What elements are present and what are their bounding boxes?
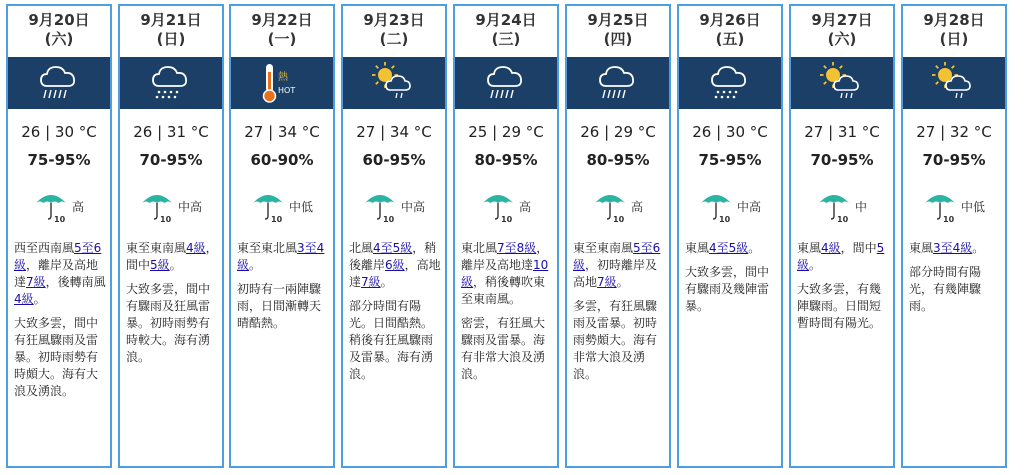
uv-index [343, 188, 445, 224]
weather-icon [256, 60, 308, 106]
wind-text: ，離岸及高地達 [14, 258, 99, 289]
uv-level-label: 高 [518, 199, 531, 214]
sun-cloud-rain-icon [368, 60, 420, 106]
svg-text:10: 10 [382, 215, 395, 223]
humidity-range: 80-95% [474, 151, 538, 169]
weather-icon [368, 60, 420, 106]
humidity-range: 60-95% [362, 151, 426, 169]
wind-force-link[interactable]: 7至8級 [497, 241, 537, 255]
weather-icon-band [343, 57, 445, 109]
hot-cn-label: 熱 [278, 72, 288, 83]
uv-index [567, 188, 669, 224]
uv-index [120, 188, 222, 224]
weather-description: 大致多雲，有幾陣驟雨。日間短暫時間有陽光。 [797, 282, 882, 330]
uv-level-label: 高 [71, 199, 84, 214]
wind-text: 東北風 [461, 241, 498, 255]
weather-description: 初時有一兩陣驟雨，日間漸轉天晴酷熱。 [237, 282, 322, 330]
wind-force-link[interactable]: 3至4級 [933, 241, 973, 255]
svg-text:10: 10 [718, 215, 731, 223]
wind-text: 。 [972, 241, 985, 255]
svg-text:10: 10 [612, 215, 625, 223]
temperature-range: 26 | 30 °C [692, 123, 768, 141]
wind-forecast [14, 240, 106, 400]
uv-umbrella-icon [923, 189, 957, 223]
wind-forecast [461, 240, 553, 383]
svg-text:10: 10 [942, 215, 955, 223]
wind-force-link[interactable]: 7級 [361, 275, 381, 289]
uv-umbrella-icon [481, 189, 515, 223]
uv-level-label: 中高 [400, 199, 425, 214]
forecast-day-card [453, 4, 559, 468]
temperature-range: 25 | 29 °C [468, 123, 544, 141]
wind-forecast [797, 240, 889, 332]
wind-force-link[interactable]: 5級 [150, 258, 170, 272]
uv-umbrella-icon [699, 189, 733, 223]
wind-force-link[interactable]: 10級 [461, 258, 549, 289]
wind-description [909, 240, 1001, 257]
uv-level-label: 中低 [288, 199, 313, 214]
svg-text:10: 10 [53, 215, 66, 223]
wind-text: 北風 [349, 241, 374, 255]
uv-umbrella-icon [363, 189, 397, 223]
temperature-range: 26 | 29 °C [580, 123, 656, 141]
wind-text: 東風 [909, 241, 934, 255]
wind-text: 西至西南風 [14, 241, 75, 255]
wind-text: 。 [748, 241, 761, 255]
temperature-range: 26 | 31 °C [133, 123, 209, 141]
wind-text: 。 [249, 258, 262, 272]
weather-icon-band [903, 57, 1005, 109]
rain-icon [480, 60, 532, 106]
humidity-range: 60-90% [250, 151, 314, 169]
svg-text:10: 10 [159, 215, 172, 223]
forecast-date: 9月26日 [699, 11, 761, 29]
uv-umbrella-icon [593, 189, 627, 223]
forecast-day-card [565, 4, 671, 468]
wind-text: ，高地達 [349, 258, 441, 289]
wind-forecast [685, 240, 777, 315]
humidity-range: 75-95% [698, 151, 762, 169]
uv-level-label: 中低 [960, 199, 985, 214]
wind-description [237, 240, 329, 274]
wind-description [14, 240, 106, 308]
wind-force-link[interactable]: 7級 [597, 275, 617, 289]
wind-force-link[interactable]: 7級 [26, 275, 46, 289]
uv-level-label: 中高 [736, 199, 761, 214]
wind-description [461, 240, 553, 308]
weather-description: 多雲，有狂風驟雨及雷暴。初時雨勢頗大。海有非常大浪及湧浪。 [573, 299, 658, 381]
wind-text: 。 [169, 258, 182, 272]
temperature-range: 27 | 31 °C [804, 123, 880, 141]
wind-text: ，初時離岸及高地 [573, 258, 658, 289]
forecast-weekday: (日) [939, 30, 969, 48]
temperature-range: 27 | 32 °C [916, 123, 992, 141]
wind-force-link[interactable]: 4至5級 [709, 241, 749, 255]
showers-icon [145, 60, 197, 106]
forecast-weekday: (六) [827, 30, 857, 48]
wind-description [349, 240, 441, 291]
wind-text: 東至東北風 [237, 241, 298, 255]
weather-icon [145, 60, 197, 106]
wind-force-link[interactable]: 4級 [821, 241, 841, 255]
svg-text:10: 10 [836, 215, 849, 223]
wind-force-link[interactable]: 3至4級 [237, 241, 325, 272]
uv-umbrella-icon [34, 189, 68, 223]
humidity-range: 80-95% [586, 151, 650, 169]
forecast-date: 9月23日 [363, 11, 425, 29]
wind-text: 。 [809, 258, 822, 272]
weather-description: 大致多雲，間中有驟雨及狂風雷暴。初時雨勢有時較大。海有湧浪。 [126, 282, 211, 364]
forecast-weekday: (二) [379, 30, 409, 48]
weather-icon [704, 60, 756, 106]
weather-icon-band [231, 57, 333, 109]
forecast-day-card [118, 4, 224, 468]
temperature-range: 27 | 34 °C [244, 123, 320, 141]
forecast-weekday: (一) [267, 30, 297, 48]
weather-description: 大致多雲，間中有驟雨及幾陣雷暴。 [685, 265, 770, 313]
weather-description: 密雲，有狂風大驟雨及雷暴。海有非常大浪及湧浪。 [461, 316, 546, 381]
wind-force-link[interactable]: 6級 [385, 258, 405, 272]
temperature-range: 26 | 30 °C [21, 123, 97, 141]
uv-umbrella-icon [817, 189, 851, 223]
wind-text: ，稍後轉吹東至東南風。 [461, 275, 546, 306]
weather-icon [33, 60, 85, 106]
weather-icon [816, 60, 868, 106]
sun-cloud-rain-icon [928, 60, 980, 106]
forecast-date: 9月27日 [811, 11, 873, 29]
temperature-range: 27 | 34 °C [356, 123, 432, 141]
humidity-range: 70-95% [810, 151, 874, 169]
wind-description [685, 240, 777, 257]
forecast-day-card [789, 4, 895, 468]
forecast-weekday: (三) [491, 30, 521, 48]
wind-forecast [349, 240, 441, 383]
uv-index [455, 188, 557, 224]
uv-index [791, 188, 893, 224]
wind-text: ，間中 [126, 241, 218, 272]
wind-text: 東風 [797, 241, 822, 255]
humidity-range: 75-95% [27, 151, 91, 169]
wind-force-link[interactable]: 5至6級 [573, 241, 661, 272]
wind-force-link[interactable]: 4至5級 [373, 241, 413, 255]
humidity-range: 70-95% [922, 151, 986, 169]
forecast-weekday: (四) [603, 30, 633, 48]
wind-force-link[interactable]: 5級 [797, 241, 885, 272]
forecast-date: 9月24日 [475, 11, 537, 29]
humidity-range: 70-95% [139, 151, 203, 169]
sun-cloud-showers-icon [816, 60, 868, 106]
weather-icon-band [791, 57, 893, 109]
wind-text: 東至東南風 [126, 241, 187, 255]
wind-text: ，後轉南風 [45, 275, 106, 289]
weather-icon [592, 60, 644, 106]
wind-text: 東風 [685, 241, 710, 255]
weather-icon-band [120, 57, 222, 109]
svg-text:10: 10 [500, 215, 513, 223]
weather-icon-band [8, 57, 110, 109]
weather-icon-band [455, 57, 557, 109]
forecast-day-card [677, 4, 783, 468]
svg-text:10: 10 [270, 215, 283, 223]
wind-forecast [126, 240, 218, 366]
weather-description: 部分時間有陽光。日間酷熱。稍後有狂風驟雨及雷暴。海有湧浪。 [349, 299, 434, 381]
uv-umbrella-icon [140, 189, 174, 223]
wind-force-link[interactable]: 5至6級 [14, 241, 102, 272]
wind-text: 東至東南風 [573, 241, 634, 255]
wind-text: 。 [380, 275, 393, 289]
wind-description [573, 240, 665, 291]
hot-en-label: HOT [278, 86, 296, 95]
uv-level-label: 中高 [177, 199, 202, 214]
uv-level-label: 中 [854, 199, 867, 214]
hot-thermometer-icon [256, 60, 308, 106]
forecast-date: 9月28日 [923, 11, 985, 29]
uv-index [903, 188, 1005, 224]
uv-level-label: 高 [630, 199, 643, 214]
weather-description: 部分時間有陽光，有幾陣驟雨。 [909, 265, 982, 313]
wind-text: 。 [616, 275, 629, 289]
forecast-day-card [341, 4, 447, 468]
wind-description [126, 240, 218, 274]
uv-index [231, 188, 333, 224]
forecast-date: 9月20日 [28, 11, 90, 29]
wind-text: ，間中 [840, 241, 877, 255]
wind-forecast [573, 240, 665, 383]
wind-force-link[interactable]: 4級 [14, 292, 34, 306]
forecast-date: 9月25日 [587, 11, 649, 29]
forecast-day-card [6, 4, 112, 468]
rain-icon [592, 60, 644, 106]
forecast-day-card [229, 4, 335, 468]
forecast-day-card [901, 4, 1007, 468]
weather-icon-band [679, 57, 781, 109]
weather-description: 大致多雲，間中有狂風驟雨及雷暴。初時雨勢有時頗大。海有大浪及湧浪。 [14, 316, 99, 398]
wind-description [797, 240, 889, 274]
weather-icon-band [567, 57, 669, 109]
forecast-weekday: (六) [44, 30, 74, 48]
wind-text: ，稍後離岸 [349, 241, 437, 272]
forecast-weekday: (日) [156, 30, 186, 48]
forecast-date: 9月21日 [140, 11, 202, 29]
wind-text: 。 [33, 292, 46, 306]
wind-text: ，離岸及高地達 [461, 241, 549, 272]
uv-umbrella-icon [251, 189, 285, 223]
forecast-weekday: (五) [715, 30, 745, 48]
uv-index [679, 188, 781, 224]
forecast-date: 9月22日 [251, 11, 313, 29]
uv-index [8, 188, 110, 224]
showers-icon [704, 60, 756, 106]
wind-forecast [237, 240, 329, 332]
rain-icon [33, 60, 85, 106]
wind-force-link[interactable]: 4級 [186, 241, 206, 255]
weather-icon [928, 60, 980, 106]
wind-forecast [909, 240, 1001, 315]
weather-icon [480, 60, 532, 106]
